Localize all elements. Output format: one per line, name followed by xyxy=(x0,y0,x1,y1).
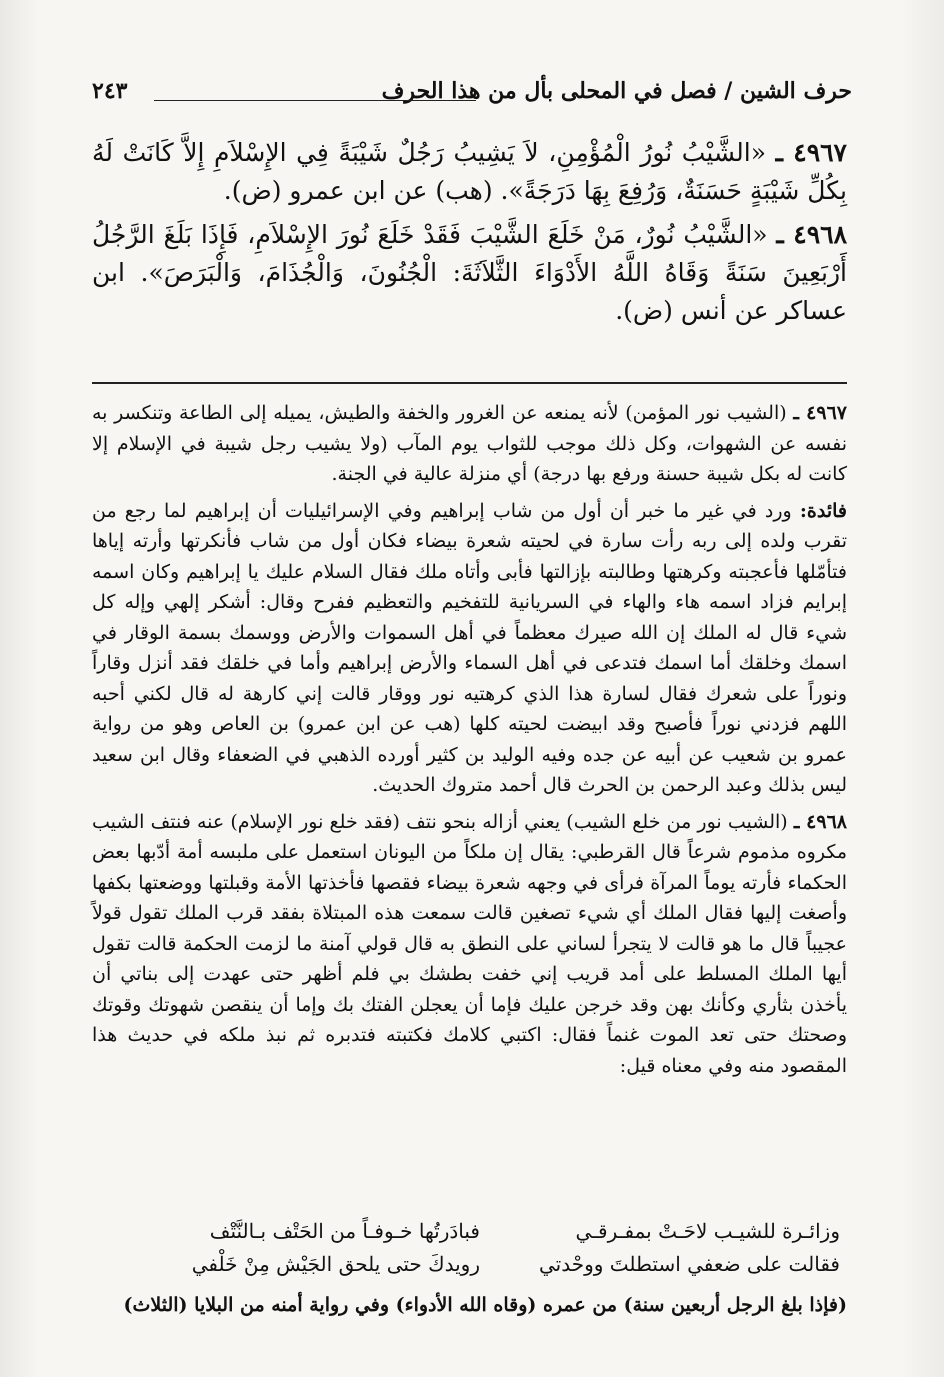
commentary-body: (الشيب نور من خلع الشيب) يعني أزاله بنحو نتف (فقد خلع نور الإسلام) عنه فنتف الشيب مكروه مذموم شرعاً قال القرطبي: يقال إن ملكاً من اليونان استعمل على ملبسه أمة أدّبها بعض الحكماء فأرته يوماً المرآة فرأى في وجهه شعرة بيضاء فقصها فأخذتها الأمة وقبلتها ووضعتها بكفها وأصغت إليها فقال الملك أي شيء تصغين قالت سمعت هذه المبتلاة بفقد قرب الملك تقول قولاً عجيباً قال ما هو قالت لا يتجرأ لساني على النطق به قال قولي آمنة ما لزمت الحكمة قالت تقول أيها الملك المسلط على أمد قريب إني خفت بطشك بي فلم أظهر حتى عهدت إلى بناتي أن يأخذن بثأري وكأنك بهن وقد خرجن عليك فإما أن يعجلن الفتك بك وإما أن ينقصن شهوتك وقوتك وصحتك حتى تعد الموت غنماً فقال: اكتبي كلامك فكتبته فتدبره ثم نبذ ملكه في حديث هذا المقصود منه وفي معناه قيل: xyxy=(92,810,847,1077)
poem-verse xyxy=(150,1248,840,1281)
commentary-paragraph xyxy=(92,496,847,801)
hadith-number: ٤٩٦٧ ـ xyxy=(775,138,847,167)
poem-verse xyxy=(150,1215,840,1248)
hadith-text xyxy=(92,134,847,336)
commentary-number: ٤٩٦٨ ـ xyxy=(793,810,847,833)
header-rule xyxy=(154,100,476,101)
verse-first-hemistich: وزائـرة للشيـب لاحَـتْ بمفـرقـي xyxy=(575,1219,840,1243)
running-header xyxy=(92,78,852,118)
commentary-text xyxy=(92,398,847,1087)
header-title: حرف الشين / فصل في المحلى بأل من هذا الحرف xyxy=(381,78,852,104)
commentary-body: (الشيب نور المؤمن) لأنه يمنعه عن الغرور والخفة والطيش، يميله إلى الطاعة وتنكسر به نفسه عن الشهوات، وكل ذلك موجب للثواب يوم المآب (ولا يشيب رجل شيبة في الإسلام إلا كانت له بكل شيبة حسنة ورفع بها درجة) أي منزلة عالية في الجنة. xyxy=(92,402,847,485)
hadith-entry xyxy=(92,216,847,330)
hadith-number: ٤٩٦٨ ـ xyxy=(776,220,847,249)
verse-second-hemistich: فبادَرتُها خـوفـاً من الحَتْف بـالنَّتْف xyxy=(209,1219,480,1243)
commentary-body: ورد في غير ما خبر أن أول من شاب إبراهيم وفي الإسرائيليات أن إبراهيم لما رجع من تقرب ولده إلى ربه رأت سارة في لحيته شعرة بيضاء فكان أول من شاب فأنكرتها وأرته إياها فتأمّلها فأعجبته وكرهتها وطالبته بإزالتها فأبى وأتاه ملك فقال السلام عليك يا إبراهيم وكان اسمه إبرايم فزاد اسمه هاء والهاء في السريانية للتفخيم والتعظيم ففرح وقال: أشكر إلهي وإله كل شيء قال له الملك إن الله صيرك معظماً في أهل السموات والأرض ووسمك بسمة الوقار في اسمك وخلقك أما اسمك فتدعى في أهل السماء والأرض إبراهيم وأما في خلقك فقد أنزل وقاراً ونوراً على شعرك فقال لسارة هذا الذي كرهتيه نور ووقار قالت إني كارهة له قال لكني أحبه اللهم فزدني نوراً فأصبح وقد ابيضت لحيته كلها (هب عن ابن عمرو) بن العاص وهو من رواية عمرو بن شعيب عن أبيه عن جده وفيه الوليد بن كثير أورده الذهبي في الضعفاء وقال ابن سعيد ليس بذلك وعبد الرحمن بن الحرث قال أحمد متروك الحديث. xyxy=(92,499,847,796)
commentary-paragraph xyxy=(92,398,847,490)
benefit-label: فائدة: xyxy=(799,499,847,522)
commentary-paragraph xyxy=(92,807,847,1082)
hadith-body: «الشَّيْبُ نُورُ الْمُؤْمِنِ، لاَ يَشِيبُ رَجُلٌ شَيْبَةً فِي الإِسْلاَمِ إِلاَّ كَانَتْ لَهُ بِكُلِّ شَيْبَةٍ حَسَنَةٌ، وَرُفِعَ بِهَا دَرَجَةً». (هب) عن ابن عمرو (ض). xyxy=(92,138,847,205)
separator-rule xyxy=(92,382,847,384)
poem xyxy=(150,1215,840,1281)
page-number: ٢٤٣ xyxy=(92,78,128,104)
hadith-body: «الشَّيْبُ نُورٌ، مَنْ خَلَعَ الشَّيْبَ فَقَدْ خَلَعَ نُورَ الإِسْلاَمِ، فَإِذَا بَلَغَ الرَّجُلُ أَرْبَعِينَ سَنَةً وَقَاهُ اللَّهُ الأَدْوَاءَ الثَّلاَثَةَ: الْجُنُونَ، وَالْجُذَامَ، وَالْبَرَصَ». ابن عساكر عن أنس (ض). xyxy=(92,220,847,325)
hadith-entry xyxy=(92,134,847,210)
commentary-number: ٤٩٦٧ ـ xyxy=(793,402,847,424)
final-commentary-line: (فإذا بلغ الرجل أربعين سنة) من عمره (وقاه الله الأدواء) وفي رواية أمنه من البلايا (الثلاث) xyxy=(123,1294,847,1316)
verse-first-hemistich: فقالت على ضعفي استطلتَ ووحْدتي xyxy=(538,1252,840,1276)
verse-second-hemistich: رويدكَ حتى يلحق الجَيْش مِنْ خَلْفي xyxy=(191,1252,480,1276)
